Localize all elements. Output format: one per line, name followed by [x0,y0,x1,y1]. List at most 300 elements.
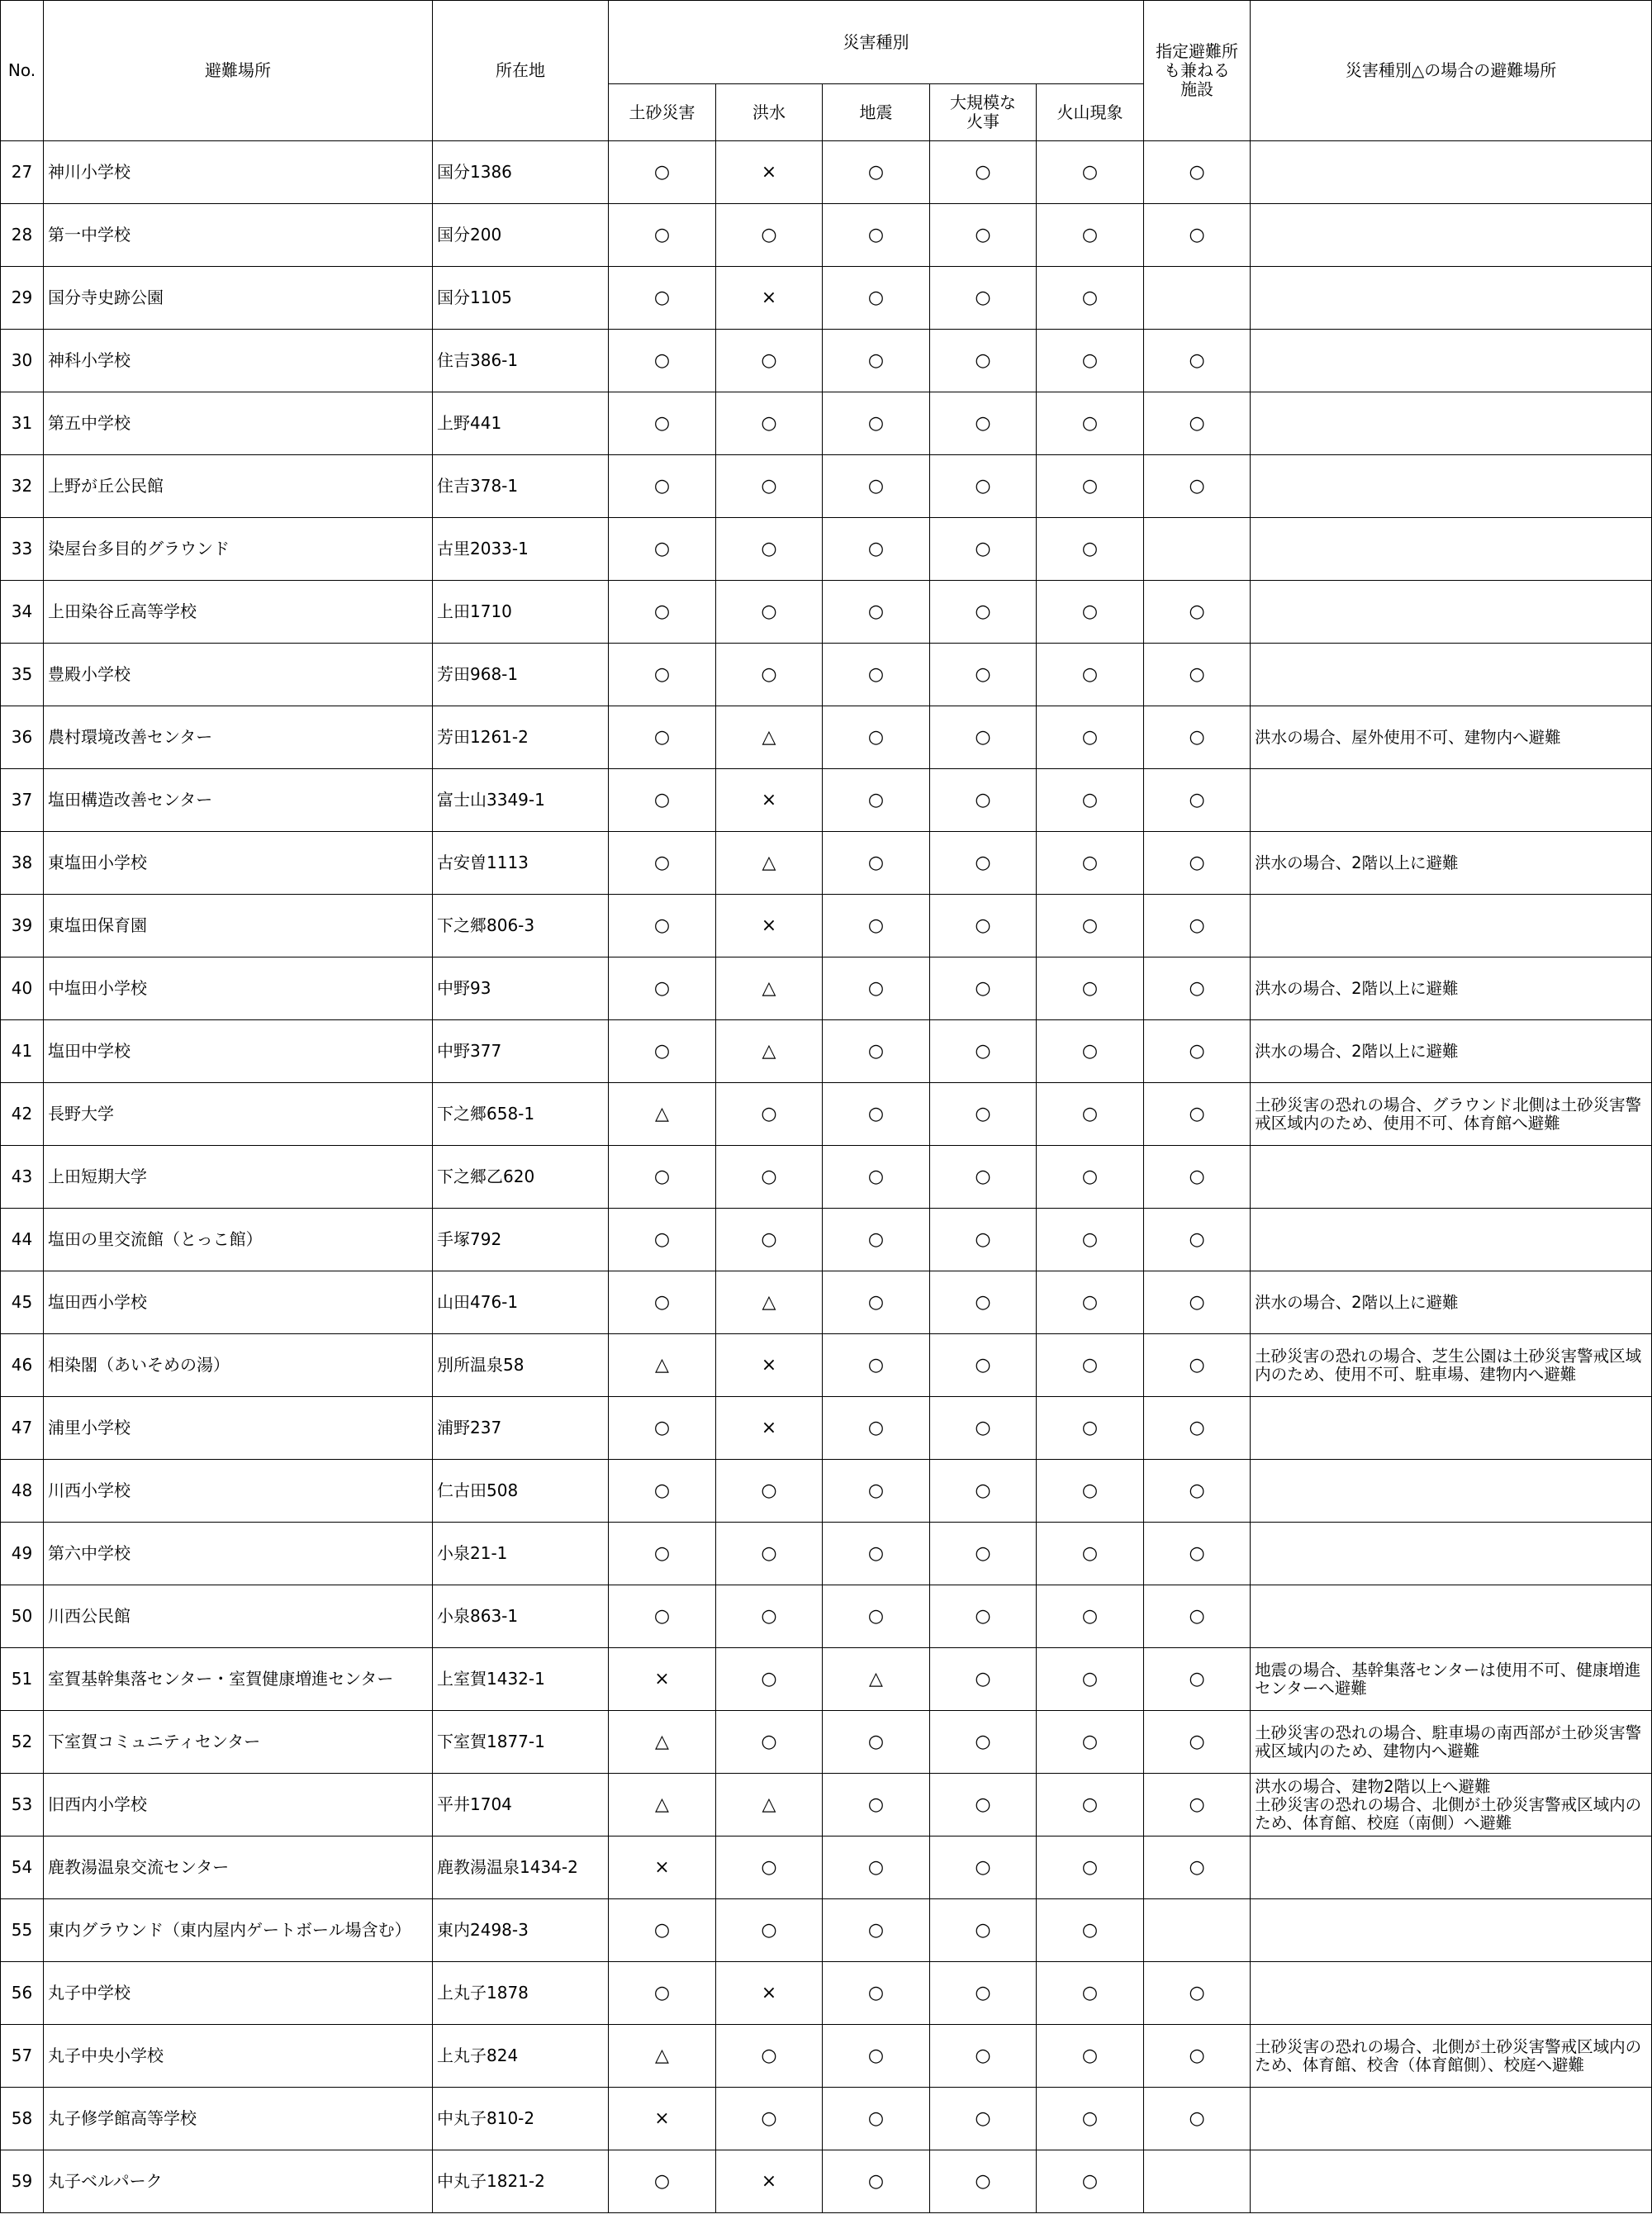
cell-landslide: ○ [609,1899,716,1962]
cell-alternate-site-note [1251,1397,1652,1460]
cell-landslide: ○ [609,581,716,644]
cell-no: 44 [1,1209,44,1271]
cell-evacuation-site: 塩田中学校 [44,1020,433,1083]
cell-large-fire: ○ [930,1711,1037,1774]
cell-large-fire: ○ [930,1020,1037,1083]
cell-alternate-site-note [1251,2088,1652,2150]
cell-evacuation-site: 塩田の里交流館（とっこ館） [44,1209,433,1271]
cell-volcano: ○ [1037,1209,1144,1271]
table-row [1,644,1652,706]
table-row [1,1083,1652,1146]
cell-large-fire: ○ [930,1397,1037,1460]
cell-evacuation-site: 丸子中学校 [44,1962,433,2025]
cell-evacuation-site: 下室賀コミュニティセンター [44,1711,433,1774]
cell-alternate-site-note: 土砂災害の恐れの場合、駐車場の南西部が土砂災害警戒区域内のため、建物内へ避難 [1251,1711,1652,1774]
cell-flood: △ [716,957,823,1020]
cell-landslide: △ [609,1711,716,1774]
table-row [1,832,1652,895]
cell-flood: ○ [716,204,823,267]
table-row [1,1460,1652,1523]
cell-volcano: ○ [1037,1020,1144,1083]
cell-large-fire: ○ [930,1460,1037,1523]
cell-volcano: ○ [1037,518,1144,581]
header-designated-shelter: 指定避難所 も兼ねる 施設 [1144,1,1251,141]
cell-evacuation-site: 川西小学校 [44,1460,433,1523]
table-row [1,769,1652,832]
cell-no: 41 [1,1020,44,1083]
cell-earthquake: ○ [823,1899,930,1962]
cell-designated-shelter [1144,267,1251,330]
table-row [1,957,1652,1020]
cell-earthquake: ○ [823,455,930,518]
cell-address: 国分200 [433,204,609,267]
cell-landslide: △ [609,1774,716,1836]
cell-earthquake: ○ [823,267,930,330]
cell-no: 30 [1,330,44,392]
cell-earthquake: ○ [823,706,930,769]
cell-designated-shelter: ○ [1144,392,1251,455]
cell-large-fire: ○ [930,769,1037,832]
cell-flood: ○ [716,2025,823,2088]
header-flood: 洪水 [716,84,823,141]
cell-no: 33 [1,518,44,581]
cell-alternate-site-note [1251,1523,1652,1585]
cell-address: 鹿教湯温泉1434-2 [433,1836,609,1899]
cell-flood: ○ [716,1899,823,1962]
cell-flood: ○ [716,1711,823,1774]
table-row [1,455,1652,518]
cell-large-fire: ○ [930,1899,1037,1962]
cell-designated-shelter: ○ [1144,204,1251,267]
cell-address: 上丸子824 [433,2025,609,2088]
cell-designated-shelter: ○ [1144,957,1251,1020]
cell-flood: △ [716,1271,823,1334]
cell-earthquake: ○ [823,1271,930,1334]
cell-volcano: ○ [1037,141,1144,204]
cell-evacuation-site: 上田染谷丘高等学校 [44,581,433,644]
cell-large-fire: ○ [930,518,1037,581]
cell-alternate-site-note: 地震の場合、基幹集落センターは使用不可、健康増進センターへ避難 [1251,1648,1652,1711]
cell-no: 53 [1,1774,44,1836]
cell-large-fire: ○ [930,2150,1037,2213]
cell-evacuation-site: 東塩田小学校 [44,832,433,895]
table-row [1,1711,1652,1774]
cell-address: 中丸子810-2 [433,2088,609,2150]
cell-address: 上室賀1432-1 [433,1648,609,1711]
cell-no: 45 [1,1271,44,1334]
cell-no: 29 [1,267,44,330]
cell-landslide: ○ [609,267,716,330]
cell-alternate-site-note [1251,1962,1652,2025]
cell-address: 下之郷658-1 [433,1083,609,1146]
cell-address: 芳田1261-2 [433,706,609,769]
cell-designated-shelter: ○ [1144,1020,1251,1083]
cell-volcano: ○ [1037,1523,1144,1585]
cell-landslide: × [609,1836,716,1899]
cell-no: 28 [1,204,44,267]
cell-evacuation-site: 塩田構造改善センター [44,769,433,832]
table-row [1,706,1652,769]
cell-address: 東内2498-3 [433,1899,609,1962]
cell-earthquake: ○ [823,895,930,957]
cell-evacuation-site: 第一中学校 [44,204,433,267]
table-body [1,141,1652,2213]
cell-large-fire: ○ [930,644,1037,706]
cell-volcano: ○ [1037,392,1144,455]
table-row [1,267,1652,330]
cell-alternate-site-note: 洪水の場合、2階以上に避難 [1251,957,1652,1020]
cell-alternate-site-note [1251,204,1652,267]
cell-earthquake: ○ [823,2088,930,2150]
cell-evacuation-site: 鹿教湯温泉交流センター [44,1836,433,1899]
cell-volcano: ○ [1037,1083,1144,1146]
cell-volcano: ○ [1037,330,1144,392]
cell-address: 住吉378-1 [433,455,609,518]
table-row [1,141,1652,204]
cell-landslide: ○ [609,644,716,706]
cell-evacuation-site: 室賀基幹集落センター・室賀健康増進センター [44,1648,433,1711]
cell-designated-shelter: ○ [1144,1836,1251,1899]
cell-volcano: ○ [1037,2025,1144,2088]
cell-alternate-site-note [1251,1209,1652,1271]
cell-earthquake: ○ [823,204,930,267]
cell-no: 50 [1,1585,44,1648]
cell-landslide: ○ [609,706,716,769]
cell-volcano: ○ [1037,2088,1144,2150]
cell-designated-shelter [1144,518,1251,581]
cell-large-fire: ○ [930,141,1037,204]
cell-volcano: ○ [1037,204,1144,267]
cell-designated-shelter: ○ [1144,1774,1251,1836]
cell-landslide: ○ [609,1146,716,1209]
cell-designated-shelter: ○ [1144,141,1251,204]
cell-designated-shelter [1144,2150,1251,2213]
cell-evacuation-site: 東塩田保育園 [44,895,433,957]
cell-alternate-site-note [1251,392,1652,455]
cell-landslide: ○ [609,957,716,1020]
cell-alternate-site-note: 洪水の場合、建物2階以上へ避難 土砂災害の恐れの場合、北側が土砂災害警戒区域内のため、体育館、校庭（南側）へ避難 [1251,1774,1652,1836]
cell-designated-shelter: ○ [1144,706,1251,769]
cell-volcano: ○ [1037,1836,1144,1899]
cell-address: 中野93 [433,957,609,1020]
cell-flood: ○ [716,1460,823,1523]
cell-designated-shelter: ○ [1144,455,1251,518]
cell-flood: ○ [716,1083,823,1146]
cell-no: 54 [1,1836,44,1899]
cell-address: 国分1105 [433,267,609,330]
cell-evacuation-site: 相染閣（あいそめの湯） [44,1334,433,1397]
cell-earthquake: ○ [823,330,930,392]
cell-earthquake: ○ [823,2025,930,2088]
cell-large-fire: ○ [930,832,1037,895]
header-large-fire: 大規模な 火事 [930,84,1037,141]
cell-large-fire: ○ [930,330,1037,392]
cell-alternate-site-note [1251,581,1652,644]
cell-designated-shelter: ○ [1144,1460,1251,1523]
cell-flood: ○ [716,581,823,644]
cell-large-fire: ○ [930,392,1037,455]
cell-evacuation-site: 長野大学 [44,1083,433,1146]
table-row [1,1836,1652,1899]
cell-flood: △ [716,1020,823,1083]
cell-no: 57 [1,2025,44,2088]
cell-evacuation-site: 上野が丘公民館 [44,455,433,518]
cell-evacuation-site: 国分寺史跡公園 [44,267,433,330]
cell-large-fire: ○ [930,957,1037,1020]
cell-designated-shelter: ○ [1144,895,1251,957]
cell-no: 58 [1,2088,44,2150]
cell-earthquake: ○ [823,1460,930,1523]
cell-earthquake: ○ [823,518,930,581]
cell-alternate-site-note [1251,1146,1652,1209]
cell-alternate-site-note [1251,1836,1652,1899]
cell-alternate-site-note [1251,518,1652,581]
cell-evacuation-site: 川西公民館 [44,1585,433,1648]
header-earthquake: 地震 [823,84,930,141]
cell-landslide: ○ [609,518,716,581]
cell-no: 34 [1,581,44,644]
cell-earthquake: ○ [823,1020,930,1083]
cell-flood: ○ [716,644,823,706]
cell-designated-shelter: ○ [1144,1648,1251,1711]
cell-designated-shelter: ○ [1144,1271,1251,1334]
cell-address: 山田476-1 [433,1271,609,1334]
cell-flood: ○ [716,455,823,518]
cell-designated-shelter: ○ [1144,330,1251,392]
cell-no: 46 [1,1334,44,1397]
cell-large-fire: ○ [930,1209,1037,1271]
table-row [1,581,1652,644]
cell-volcano: ○ [1037,1962,1144,2025]
cell-address: 国分1386 [433,141,609,204]
table-row [1,1146,1652,1209]
cell-landslide: ○ [609,1020,716,1083]
cell-evacuation-site: 丸子修学館高等学校 [44,2088,433,2150]
cell-flood: × [716,1397,823,1460]
cell-address: 上野441 [433,392,609,455]
cell-designated-shelter: ○ [1144,581,1251,644]
cell-address: 古安曽1113 [433,832,609,895]
cell-evacuation-site: 豊殿小学校 [44,644,433,706]
cell-earthquake: ○ [823,1711,930,1774]
cell-volcano: ○ [1037,1271,1144,1334]
cell-address: 仁古田508 [433,1460,609,1523]
cell-no: 38 [1,832,44,895]
cell-alternate-site-note [1251,455,1652,518]
header-alternate-site: 災害種別△の場合の避難場所 [1251,1,1652,141]
cell-volcano: ○ [1037,1397,1144,1460]
cell-address: 富士山3349-1 [433,769,609,832]
cell-earthquake: △ [823,1648,930,1711]
cell-alternate-site-note [1251,267,1652,330]
cell-no: 47 [1,1397,44,1460]
table-row [1,1271,1652,1334]
cell-address: 小泉21-1 [433,1523,609,1585]
cell-designated-shelter: ○ [1144,1146,1251,1209]
cell-address: 下室賀1877-1 [433,1711,609,1774]
cell-earthquake: ○ [823,1585,930,1648]
cell-volcano: ○ [1037,1460,1144,1523]
cell-alternate-site-note [1251,644,1652,706]
cell-no: 49 [1,1523,44,1585]
cell-earthquake: ○ [823,1146,930,1209]
cell-volcano: ○ [1037,706,1144,769]
cell-large-fire: ○ [930,1774,1037,1836]
cell-earthquake: ○ [823,581,930,644]
cell-alternate-site-note [1251,769,1652,832]
cell-large-fire: ○ [930,267,1037,330]
cell-flood: × [716,895,823,957]
cell-volcano: ○ [1037,1899,1144,1962]
table-row [1,2088,1652,2150]
cell-earthquake: ○ [823,2150,930,2213]
cell-flood: ○ [716,1836,823,1899]
cell-designated-shelter: ○ [1144,1585,1251,1648]
cell-volcano: ○ [1037,769,1144,832]
cell-landslide: ○ [609,832,716,895]
table-row [1,1774,1652,1836]
cell-earthquake: ○ [823,1397,930,1460]
cell-earthquake: ○ [823,141,930,204]
cell-flood: × [716,769,823,832]
cell-no: 51 [1,1648,44,1711]
cell-address: 芳田968-1 [433,644,609,706]
cell-flood: × [716,2150,823,2213]
cell-alternate-site-note: 洪水の場合、2階以上に避難 [1251,832,1652,895]
cell-no: 42 [1,1083,44,1146]
cell-no: 48 [1,1460,44,1523]
cell-flood: ○ [716,1523,823,1585]
cell-landslide: ○ [609,769,716,832]
cell-large-fire: ○ [930,1523,1037,1585]
cell-earthquake: ○ [823,1962,930,2025]
cell-evacuation-site: 第五中学校 [44,392,433,455]
cell-designated-shelter: ○ [1144,1523,1251,1585]
cell-landslide: ○ [609,141,716,204]
header-volcano: 火山現象 [1037,84,1144,141]
cell-evacuation-site: 丸子中央小学校 [44,2025,433,2088]
header-address: 所在地 [433,1,609,141]
cell-flood: × [716,141,823,204]
cell-flood: ○ [716,1146,823,1209]
cell-evacuation-site: 神科小学校 [44,330,433,392]
cell-landslide: △ [609,1083,716,1146]
cell-no: 32 [1,455,44,518]
cell-earthquake: ○ [823,1836,930,1899]
cell-evacuation-site: 中塩田小学校 [44,957,433,1020]
cell-large-fire: ○ [930,1836,1037,1899]
cell-landslide: △ [609,1334,716,1397]
cell-no: 35 [1,644,44,706]
cell-address: 古里2033-1 [433,518,609,581]
cell-flood: ○ [716,1585,823,1648]
table-row [1,2150,1652,2213]
cell-volcano: ○ [1037,1774,1144,1836]
cell-no: 52 [1,1711,44,1774]
table-row [1,1397,1652,1460]
cell-flood: × [716,1334,823,1397]
cell-flood: △ [716,832,823,895]
cell-evacuation-site: 農村環境改善センター [44,706,433,769]
cell-alternate-site-note [1251,1585,1652,1648]
cell-alternate-site-note [1251,330,1652,392]
header-landslide: 土砂災害 [609,84,716,141]
cell-earthquake: ○ [823,392,930,455]
cell-large-fire: ○ [930,1271,1037,1334]
cell-designated-shelter: ○ [1144,1209,1251,1271]
cell-earthquake: ○ [823,769,930,832]
cell-evacuation-site: 東内グラウンド（東内屋内ゲートボール場含む） [44,1899,433,1962]
cell-earthquake: ○ [823,832,930,895]
table-row [1,1334,1652,1397]
cell-alternate-site-note [1251,1899,1652,1962]
table-row [1,1209,1652,1271]
cell-designated-shelter: ○ [1144,1397,1251,1460]
cell-no: 36 [1,706,44,769]
cell-alternate-site-note: 土砂災害の恐れの場合、北側が土砂災害警戒区域内のため、体育館、校舎（体育館側）、校庭へ避難 [1251,2025,1652,2088]
cell-earthquake: ○ [823,1083,930,1146]
cell-designated-shelter: ○ [1144,1962,1251,2025]
cell-alternate-site-note: 洪水の場合、屋外使用不可、建物内へ避難 [1251,706,1652,769]
cell-designated-shelter: ○ [1144,1711,1251,1774]
cell-evacuation-site: 塩田西小学校 [44,1271,433,1334]
cell-alternate-site-note [1251,895,1652,957]
cell-address: 手塚792 [433,1209,609,1271]
cell-volcano: ○ [1037,267,1144,330]
cell-no: 56 [1,1962,44,2025]
cell-alternate-site-note: 洪水の場合、2階以上に避難 [1251,1020,1652,1083]
cell-evacuation-site: 染屋台多目的グラウンド [44,518,433,581]
cell-large-fire: ○ [930,1648,1037,1711]
cell-no: 55 [1,1899,44,1962]
cell-address: 下之郷806-3 [433,895,609,957]
cell-no: 39 [1,895,44,957]
cell-landslide: ○ [609,330,716,392]
cell-large-fire: ○ [930,455,1037,518]
cell-no: 59 [1,2150,44,2213]
cell-landslide: ○ [609,1271,716,1334]
cell-landslide: ○ [609,1460,716,1523]
cell-flood: ○ [716,518,823,581]
cell-address: 上丸子1878 [433,1962,609,2025]
cell-landslide: × [609,2088,716,2150]
cell-large-fire: ○ [930,2025,1037,2088]
cell-earthquake: ○ [823,957,930,1020]
table-row [1,1648,1652,1711]
cell-flood: × [716,267,823,330]
cell-volcano: ○ [1037,581,1144,644]
cell-address: 小泉863-1 [433,1585,609,1648]
cell-large-fire: ○ [930,1083,1037,1146]
cell-address: 浦野237 [433,1397,609,1460]
cell-volcano: ○ [1037,957,1144,1020]
cell-landslide: ○ [609,455,716,518]
cell-landslide: × [609,1648,716,1711]
cell-landslide: ○ [609,204,716,267]
cell-large-fire: ○ [930,895,1037,957]
cell-address: 中丸子1821-2 [433,2150,609,2213]
cell-evacuation-site: 丸子ベルパーク [44,2150,433,2213]
header-no: No. [1,1,44,141]
table-row [1,2025,1652,2088]
cell-large-fire: ○ [930,1146,1037,1209]
cell-address: 下之郷乙620 [433,1146,609,1209]
cell-landslide: ○ [609,1585,716,1648]
cell-address: 中野377 [433,1020,609,1083]
cell-evacuation-site: 旧西内小学校 [44,1774,433,1836]
header-disaster-types: 災害種別 [609,1,1144,84]
cell-landslide: ○ [609,392,716,455]
